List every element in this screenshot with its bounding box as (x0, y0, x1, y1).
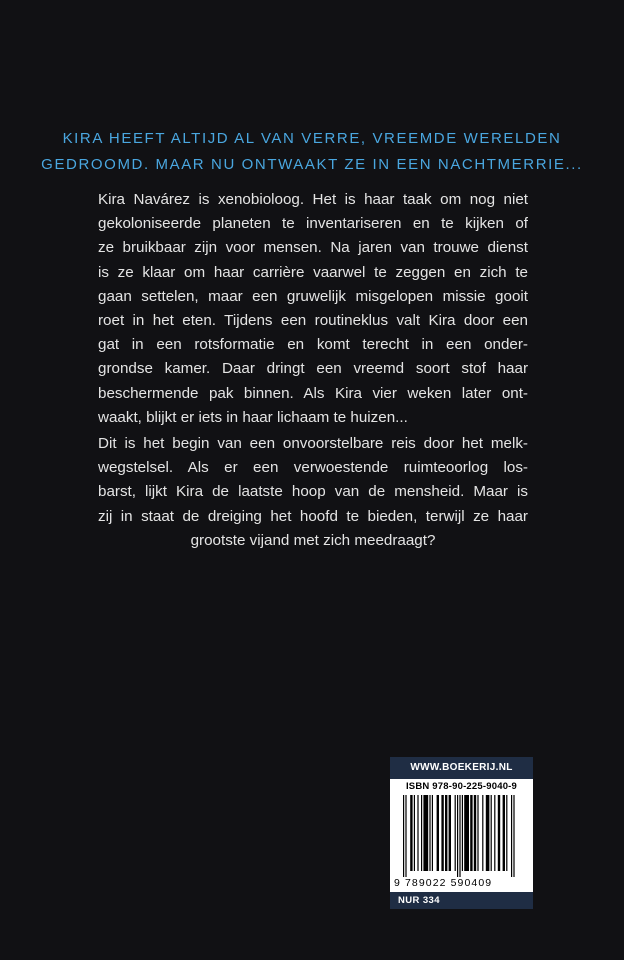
blurb-line: Kira Navárez is xenobioloog. Het is haar taak om nog niet (98, 191, 528, 208)
barcode-bar (494, 795, 495, 871)
blurb-line: gaan settelen, maar een gruwelijk misgelopen missie gooit (98, 287, 528, 305)
blurb-line: is ze klaar om haar carrière vaarwel te zeggen en zich te (98, 263, 528, 281)
barcode-bar (462, 795, 463, 871)
nur-code: NUR 334 (398, 895, 440, 906)
barcode-bar (441, 795, 443, 871)
nur-band (390, 892, 533, 909)
blurb-line: roet in het eten. Tijdens een routineklus valt Kira door een (98, 312, 528, 330)
blurb-paragraph-2 (98, 432, 528, 553)
blurb-line: beschermende pak binnen. Als Kira vier weken later ont- (98, 384, 528, 402)
barcode-bar (464, 795, 469, 871)
tagline-line-2: GEDROOMD. MAAR NU ONTWAAKT ZE IN EEN NACHTMERRIE... (41, 156, 583, 173)
barcode-bars (401, 795, 522, 877)
barcode-bar (474, 795, 476, 871)
barcode-bar (455, 795, 456, 871)
blurb-paragraph-1 (98, 188, 528, 430)
barcode-bar (410, 795, 412, 871)
barcode-bar (432, 795, 433, 871)
barcode-bar (498, 795, 500, 871)
barcode-bar (423, 795, 428, 871)
barcode-bar (421, 795, 422, 871)
barcode-digits: 9 789022 590409 (394, 877, 493, 889)
barcode-bar (405, 795, 406, 877)
blurb-line: gat in een rotsformatie en komt terecht in een onder- (98, 336, 528, 354)
barcode-bar (482, 795, 483, 871)
isbn-label: ISBN 978-90-225-9040-9 (405, 781, 518, 792)
blurb-line: wegstelsel. Als er een verwoestende ruimteoorlog los- (98, 459, 528, 477)
blurb-line: zij in staat de dreiging het hoofd te bieden, terwijl ze haar (98, 507, 528, 525)
barcode-bar (414, 795, 415, 871)
barcode-bar (511, 795, 512, 877)
barcode-bar (506, 795, 507, 871)
publisher-website: WWW.BOEKERIJ.NL (390, 757, 533, 779)
barcode-block (390, 757, 533, 909)
tagline-line-1: KIRA HEEFT ALTIJD AL VAN VERRE, VREEMDE WERELDEN (62, 130, 562, 147)
blurb-line: waakt, blijkt er iets in haar lichaam te huizen... (98, 408, 408, 426)
barcode-bar (513, 795, 514, 877)
barcode-bar (445, 795, 447, 871)
barcode-bar (403, 795, 404, 877)
blurb-line: grondse kamer. Daar dringt een vreemd soort stof haar (98, 360, 528, 378)
barcode-bar (449, 795, 451, 871)
blurb-line: grootste vijand met zich meedraagt? (190, 531, 436, 549)
barcode-bar (470, 795, 472, 871)
barcode-bar (503, 795, 505, 871)
barcode-bar (429, 795, 430, 871)
barcode-bar (437, 795, 439, 871)
blurb-line: gekoloniseerde planeten te inventariseren en te kijken of (98, 215, 528, 233)
barcode-bar (477, 795, 478, 871)
blurb-line: ze bruikbaar zijn voor mensen. Na jaren van trouwe dienst (98, 239, 528, 257)
barcode-bar (486, 795, 490, 871)
tagline (40, 126, 584, 178)
barcode-bar (491, 795, 492, 871)
blurb-line: Dit is het begin van een onvoorstelbare reis door het melk- (98, 435, 528, 452)
barcode-bar (417, 795, 418, 871)
blurb-line: barst, lijkt Kira de laatste hoop van de mensheid. Maar is (98, 483, 528, 501)
barcode-bar (457, 795, 458, 877)
barcode-bar (459, 795, 460, 877)
